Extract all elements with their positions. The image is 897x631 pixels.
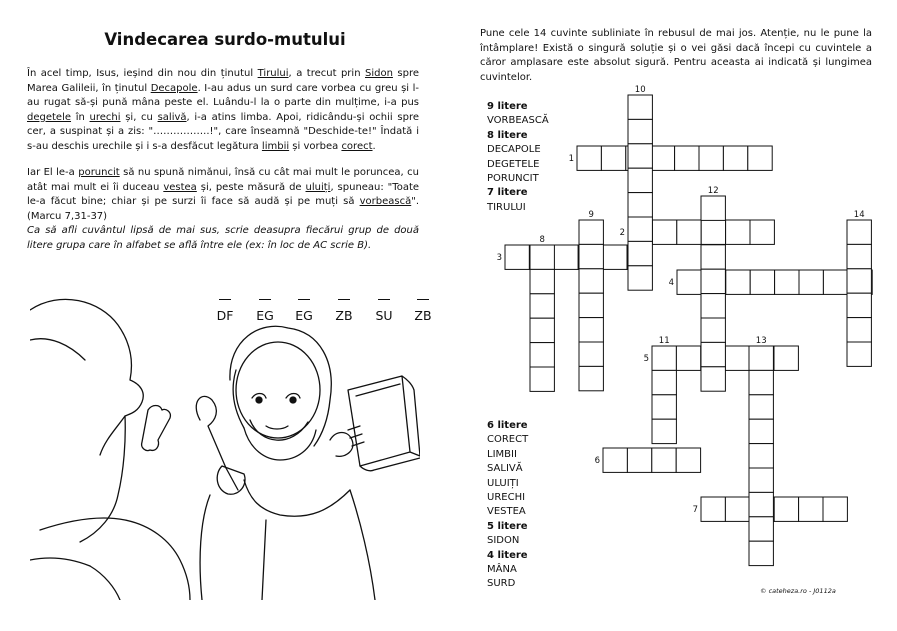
clue-number: 11 xyxy=(658,336,670,346)
word-list-item: PORUNCIT xyxy=(487,173,539,185)
crossword-cell[interactable] xyxy=(749,492,773,516)
word-list-item: SURD xyxy=(487,578,516,590)
crossword-cell[interactable] xyxy=(774,497,798,521)
clue-number: 12 xyxy=(707,186,719,196)
crossword-cell[interactable] xyxy=(652,419,676,443)
crossword-cell[interactable] xyxy=(603,448,627,472)
underlined-word: Decapole xyxy=(150,82,198,94)
crossword-cell[interactable] xyxy=(749,541,773,565)
word-list-item: VESTEA xyxy=(487,506,526,518)
text-run: . xyxy=(372,140,376,152)
crossword-cell[interactable] xyxy=(749,346,773,370)
text-run: . I-au adus un surd care vorbea cu greu și l-au rugat să-și pună mâna peste el. Luându-l la o parte din mulțime, i-a pus xyxy=(27,82,419,109)
crossword-cell[interactable] xyxy=(847,293,871,317)
word-group-heading: 9 litere xyxy=(487,101,528,112)
word-list-item: TIRULUI xyxy=(487,201,526,213)
crossword-cell[interactable] xyxy=(628,95,652,119)
crossword-cell[interactable] xyxy=(847,318,871,342)
crossword-cell[interactable] xyxy=(579,366,603,390)
crossword-cell[interactable] xyxy=(799,497,823,521)
crossword-cell[interactable] xyxy=(530,245,554,269)
clue-number: 1 xyxy=(568,154,574,165)
underlined-word: Sidon xyxy=(365,68,393,79)
crossword-cell[interactable] xyxy=(823,270,847,294)
crossword-cell[interactable] xyxy=(749,419,773,443)
crossword-cell[interactable] xyxy=(579,318,603,342)
letter-pair: ZB xyxy=(335,308,353,323)
left-instruction: Ca să afli cuvântul lipsă de mai sus, scrie deasupra fiecărui grup de două litere grupa care în alfabet se află între ele (ex: în loc de AC scrie B). xyxy=(27,225,419,251)
word-group-heading: 8 litere xyxy=(487,129,528,141)
word-group-heading: 6 litere xyxy=(487,420,528,431)
clue-number: 4 xyxy=(668,278,674,289)
crossword-cell[interactable] xyxy=(701,196,725,220)
word-group-heading: 4 litere xyxy=(487,549,528,561)
crossword-cell[interactable] xyxy=(577,146,601,170)
footer-credit: © cateheza.ro - J0112a xyxy=(760,587,836,595)
crossword-cell[interactable] xyxy=(725,346,749,370)
crossword-cell[interactable] xyxy=(799,270,823,294)
letter-pair: ZB xyxy=(414,308,432,323)
right-instruction: Pune cele 14 cuvinte subliniate în rebusul de mai jos. Atenție, nu le pune la întâmplare! Există o singură soluție și o vei găsi dacă începi cu cuvintele a căror amplasare este absolut sigură. Pentru aceasta ai indicată și lungimea cuvintelor. xyxy=(480,28,872,83)
letter-pair: EG xyxy=(256,308,274,323)
crossword-cell[interactable] xyxy=(530,367,554,391)
text-run: În acel timp, Isus, ieșind din nou din ținutul xyxy=(27,68,258,79)
crossword-cell[interactable] xyxy=(579,244,603,268)
clue-number: 13 xyxy=(755,336,767,346)
word-list-item: LIMBII xyxy=(487,448,517,460)
crossword-cell[interactable] xyxy=(628,119,652,143)
crossword-cell[interactable] xyxy=(847,244,871,268)
text-run: și vorbea xyxy=(289,140,342,152)
crossword-cell[interactable] xyxy=(628,217,652,241)
crossword-cell[interactable] xyxy=(847,342,871,366)
crossword-cell[interactable] xyxy=(603,245,627,269)
word-group-heading: 7 litere xyxy=(487,187,528,199)
crossword-cell[interactable] xyxy=(652,448,676,472)
underlined-word: poruncit xyxy=(78,167,120,178)
crossword-cell[interactable] xyxy=(505,245,529,269)
word-list-item: URECHI xyxy=(487,492,526,504)
crossword-cell[interactable] xyxy=(530,294,554,318)
text-run: și, cu xyxy=(120,111,158,123)
crossword-cell[interactable] xyxy=(701,497,725,521)
word-list-item: SIDON xyxy=(487,535,520,547)
crossword-cell[interactable] xyxy=(750,220,774,244)
underlined-word: urechi xyxy=(89,111,121,123)
crossword-cell[interactable] xyxy=(579,220,603,244)
crossword-cell[interactable] xyxy=(701,269,725,293)
text-run: Iar El le-a xyxy=(27,167,79,178)
underlined-word: vorbească xyxy=(359,196,412,208)
letter-pair: SU xyxy=(375,308,393,323)
underlined-word: vestea xyxy=(163,181,197,193)
crossword-cell[interactable] xyxy=(774,346,798,370)
underlined-word: corect xyxy=(341,140,373,152)
crossword-cell[interactable] xyxy=(650,146,674,170)
crossword-cell[interactable] xyxy=(749,468,773,492)
word-list-item: MÂNA xyxy=(487,564,517,576)
crossword-cell[interactable] xyxy=(652,220,676,244)
crossword-cell[interactable] xyxy=(701,367,725,391)
crossword-cell[interactable] xyxy=(628,144,652,168)
clue-number: 6 xyxy=(594,456,600,467)
word-list-item: CORECT xyxy=(487,434,529,446)
crossword-cell[interactable] xyxy=(652,395,676,419)
clue-number: 5 xyxy=(643,354,649,365)
crossword-cell[interactable] xyxy=(823,497,847,521)
clue-number: 9 xyxy=(588,210,594,220)
crossword-cell[interactable] xyxy=(628,168,652,192)
word-list-item: VORBEASCĂ xyxy=(487,115,549,127)
word-group-heading: 5 litere xyxy=(487,520,528,532)
crossword-cell[interactable] xyxy=(775,270,799,294)
word-list-item: DECAPOLE xyxy=(487,144,541,156)
crossword-cell[interactable] xyxy=(701,220,725,244)
crossword-cell[interactable] xyxy=(701,294,725,318)
text-run: , i-a atins limba. Apoi, ridicându-și ochii spre cer, a suspinat și a zis: "……………..!", care înseamnă "Deschide-te!" Îndată i s-au deschis urechile și i s-a desfăcut legătura xyxy=(27,111,419,152)
clue-number: 10 xyxy=(634,85,646,95)
crossword-cell[interactable] xyxy=(627,448,651,472)
crossword-cell[interactable] xyxy=(725,497,749,521)
crossword-cell[interactable] xyxy=(676,448,700,472)
crossword-cell[interactable] xyxy=(726,270,750,294)
crossword-cell[interactable] xyxy=(847,269,871,293)
crossword-cell[interactable] xyxy=(579,293,603,317)
crossword-cell[interactable] xyxy=(652,346,676,370)
underlined-word: uluiți xyxy=(305,181,331,193)
crossword-cell[interactable] xyxy=(749,517,773,541)
letter-pair: DF xyxy=(216,308,234,323)
crossword-cell[interactable] xyxy=(677,220,701,244)
text-run: să nu spună nimănui, însă cu cât mai mult le poruncea, cu atât mai mult ei îi duceau xyxy=(27,167,419,193)
word-list-item: DEGETELE xyxy=(487,158,540,170)
clue-number: 3 xyxy=(496,253,502,264)
page-title: Vindecarea surdo-mutului xyxy=(104,30,346,49)
crossword-cell[interactable] xyxy=(530,269,554,293)
crossword-cell[interactable] xyxy=(628,241,652,265)
crossword-cell[interactable] xyxy=(628,266,652,290)
clue-number: 14 xyxy=(853,210,865,220)
crossword-cell[interactable] xyxy=(749,395,773,419)
crossword-cell[interactable] xyxy=(628,193,652,217)
letter-pair: EG xyxy=(295,308,313,323)
crossword-cell[interactable] xyxy=(554,245,578,269)
text-run: în xyxy=(71,111,90,123)
crossword-cell[interactable] xyxy=(701,318,725,342)
word-list-item: ULUIȚI xyxy=(487,477,519,489)
clue-number: 8 xyxy=(539,235,545,245)
crossword-cell[interactable] xyxy=(723,146,747,170)
crossword-cell[interactable] xyxy=(677,270,701,294)
underlined-word: limbii xyxy=(261,140,290,152)
underlined-word: salivă xyxy=(157,111,187,123)
underlined-word: Tirului xyxy=(257,68,289,79)
text-run: , spuneau: "Toate le-a făcut bine; chiar și pe surzi îi face să audă și pe muți să xyxy=(27,181,420,208)
text-run: , a trecut prin xyxy=(288,68,365,79)
crossword-cell[interactable] xyxy=(579,342,603,366)
crossword-cell[interactable] xyxy=(676,346,700,370)
crossword-cell[interactable] xyxy=(652,370,676,394)
crossword-cell[interactable] xyxy=(748,146,772,170)
crossword-cell[interactable] xyxy=(530,318,554,342)
crossword-cell[interactable] xyxy=(601,146,625,170)
clue-number: 2 xyxy=(619,228,625,239)
crossword-cell[interactable] xyxy=(579,269,603,293)
word-list-item: SALIVĂ xyxy=(487,463,523,475)
crossword-cell[interactable] xyxy=(530,343,554,367)
crossword-cell[interactable] xyxy=(750,270,774,294)
text-run: și, peste măsură de xyxy=(196,181,306,193)
crossword-cell[interactable] xyxy=(701,245,725,269)
crossword-cell[interactable] xyxy=(675,146,699,170)
crossword-cell[interactable] xyxy=(749,444,773,468)
text-run: ". (Marcu 7,31-37) xyxy=(27,196,419,222)
crossword-cell[interactable] xyxy=(749,370,773,394)
crossword-cell[interactable] xyxy=(847,220,871,244)
crossword-cell[interactable] xyxy=(701,342,725,366)
underlined-word: degetele xyxy=(27,111,72,123)
crossword-cell[interactable] xyxy=(699,146,723,170)
crossword-cell[interactable] xyxy=(726,220,750,244)
clue-number: 7 xyxy=(692,505,698,516)
text-run: spre Marea Galileii, în ținutul xyxy=(27,68,420,94)
